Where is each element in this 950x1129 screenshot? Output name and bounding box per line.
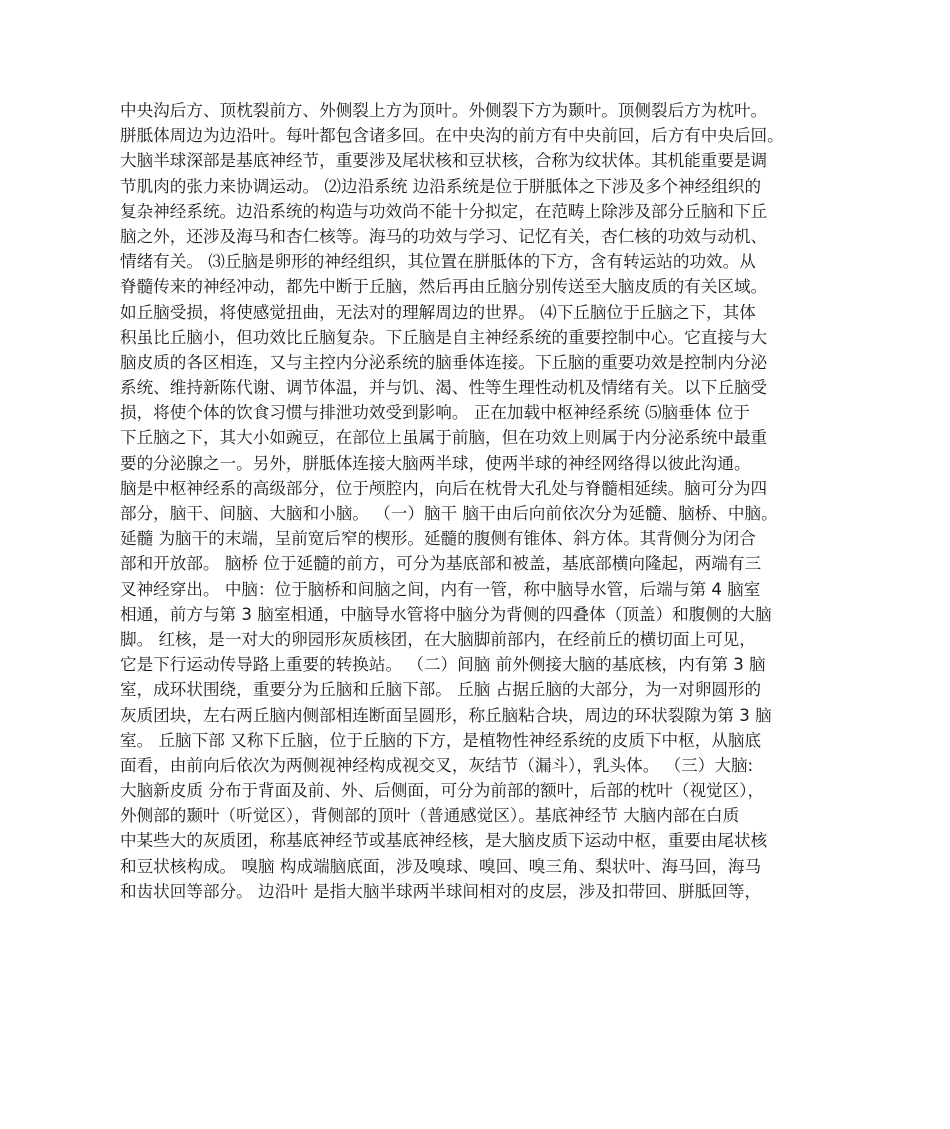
text-line: 灰质团块，左右两丘脑内侧部相连断面呈圆形，称丘脑粘合块，周边的环状裂隙为第 3 脑 (120, 705, 772, 725)
text-line: 情绪有关。 ⑶丘脑是卵形的神经组织，其位置在胼胝体的下方，含有转运站的功效。从 (120, 252, 756, 272)
text-line: 要的分泌腺之一。另外，胼胝体连接大脑两半球，使两半球的神经网络得以彼此沟通。 (120, 453, 751, 473)
text-line: 部分，脑干、间脑、大脑和小脑。 （一）脑干 脑干由后向前依次分为延髓、脑桥、中脑。 (120, 504, 778, 523)
text-line: 如丘脑受损，将使感觉扭曲，无法对的理解周边的世界。 ⑷下丘脑位于丘脑之下，其体 (120, 302, 756, 322)
body-text (120, 98, 840, 904)
text-line: 和豆状核构成。 嗅脑 构成端脑底面，涉及嗅球、嗅回、嗅三角、梨状叶、海马回，海马 (120, 856, 762, 876)
text-line: 外侧部的颞叶（听觉区），背侧部的顶叶（普通感觉区）。基底神经节 大脑内部在白质 (120, 806, 740, 826)
text-line: 损，将使个体的饮食习惯与排泄功效受到影响。 正在加载中枢神经系统 ⑸脑垂体 位于 (120, 403, 750, 423)
text-line: 大脑新皮质 分布于背面及前、外、后侧面，可分为前部的额叶，后部的枕叶（视觉区）， (120, 781, 765, 801)
text-line: 大脑半球深部是基底神经节，重要涉及尾状核和豆状核，合称为纹状体。其机能重要是调 (120, 151, 768, 171)
text-line: 复杂神经系统。边沿系统的构造与功效尚不能十分拟定，在范畴上除涉及部分丘脑和下丘 (120, 201, 768, 221)
text-line: 脑之外，还涉及海马和杏仁核等。海马的功效与学习、记忆有关，杏仁核的功效与动机、 (120, 226, 768, 246)
text-line: 它是下行运动传导路上重要的转换站。 （二）间脑 前外侧接大脑的基底核，内有第 3 脑 (120, 655, 766, 675)
text-line: 叉神经穿出。 中脑：位于脑桥和间脑之间，内有一管，称中脑导水管，后端与第 4 脑室 (120, 579, 761, 599)
text-line: 中央沟后方、顶枕裂前方、外侧裂上方为顶叶。外侧裂下方为颞叶。顶侧裂后方为枕叶。 (120, 101, 768, 120)
text-line: 面看，由前向后依次为两侧视神经构成视交叉，灰结节（漏斗），乳头体。 （三）大脑: (120, 755, 754, 775)
text-line: 系统、维持新陈代谢、调节体温，并与饥、渴、性等生理性动机及情绪有关。以下丘脑受 (120, 378, 768, 398)
text-line: 室。 丘脑下部 又称下丘脑，位于丘脑的下方，是植物性神经系统的皮质下中枢，从脑底 (120, 730, 762, 750)
text-line: 部和开放部。 脑桥 位于延髓的前方，可分为基底部和被盖，基底部横向隆起，两端有三 (120, 554, 762, 574)
text-line: 节肌肉的张力来协调运动。 ⑵边沿系统 边沿系统是位于胼胝体之下涉及多个神经组织的 (120, 176, 762, 196)
text-line: 胼胝体周边为边沿叶。每叶都包含诸多回。在中央沟的前方有中央前回，后方有中央后回。 (120, 126, 784, 146)
text-line: 和齿状回等部分。 边沿叶 是指大脑半球两半球间相对的皮层，涉及扣带回、胼胝回等， (120, 881, 762, 901)
text-line: 室，成环状围绕，重要分为丘脑和丘脑下部。 丘脑 占据丘脑的大部分，为一对卵圆形的 (120, 680, 762, 700)
text-line: 脊髓传来的神经冲动，都先中断于丘脑，然后再由丘脑分别传送至大脑皮质的有关区域。 (120, 277, 768, 297)
text-line: 脑是中枢神经系的高级部分，位于颅腔内，向后在枕骨大孔处与脊髓相延续。脑可分为四 (120, 478, 768, 498)
text-line: 下丘脑之下，其大小如豌豆，在部位上虽属于前脑，但在功效上则属于内分泌系统中最重 (120, 428, 768, 448)
text-line: 相通，前方与第 3 脑室相通，中脑导水管将中脑分为背侧的四叠体（顶盖）和腹侧的大脑 (120, 604, 772, 624)
text-line: 积虽比丘脑小，但功效比丘脑复杂。下丘脑是自主神经系统的重要控制中心。它直接与大 (120, 327, 768, 347)
text-line: 脚。 红核，是一对大的卵园形灰质核团，在大脑脚前部内，在经前丘的横切面上可见， (120, 629, 756, 649)
text-line: 脑皮质的各区相连，又与主控内分泌系统的脑垂体连接。下丘脑的重要功效是控制内分泌 (120, 352, 768, 372)
text-line: 延髓 为脑干的末端，呈前宽后窄的楔形。延髓的腹侧有锥体、斜方体。其背侧分为闭合 (120, 529, 756, 549)
text-line: 中某些大的灰质团，称基底神经节或基底神经核，是大脑皮质下运动中枢，重要由尾状核 (120, 831, 768, 851)
